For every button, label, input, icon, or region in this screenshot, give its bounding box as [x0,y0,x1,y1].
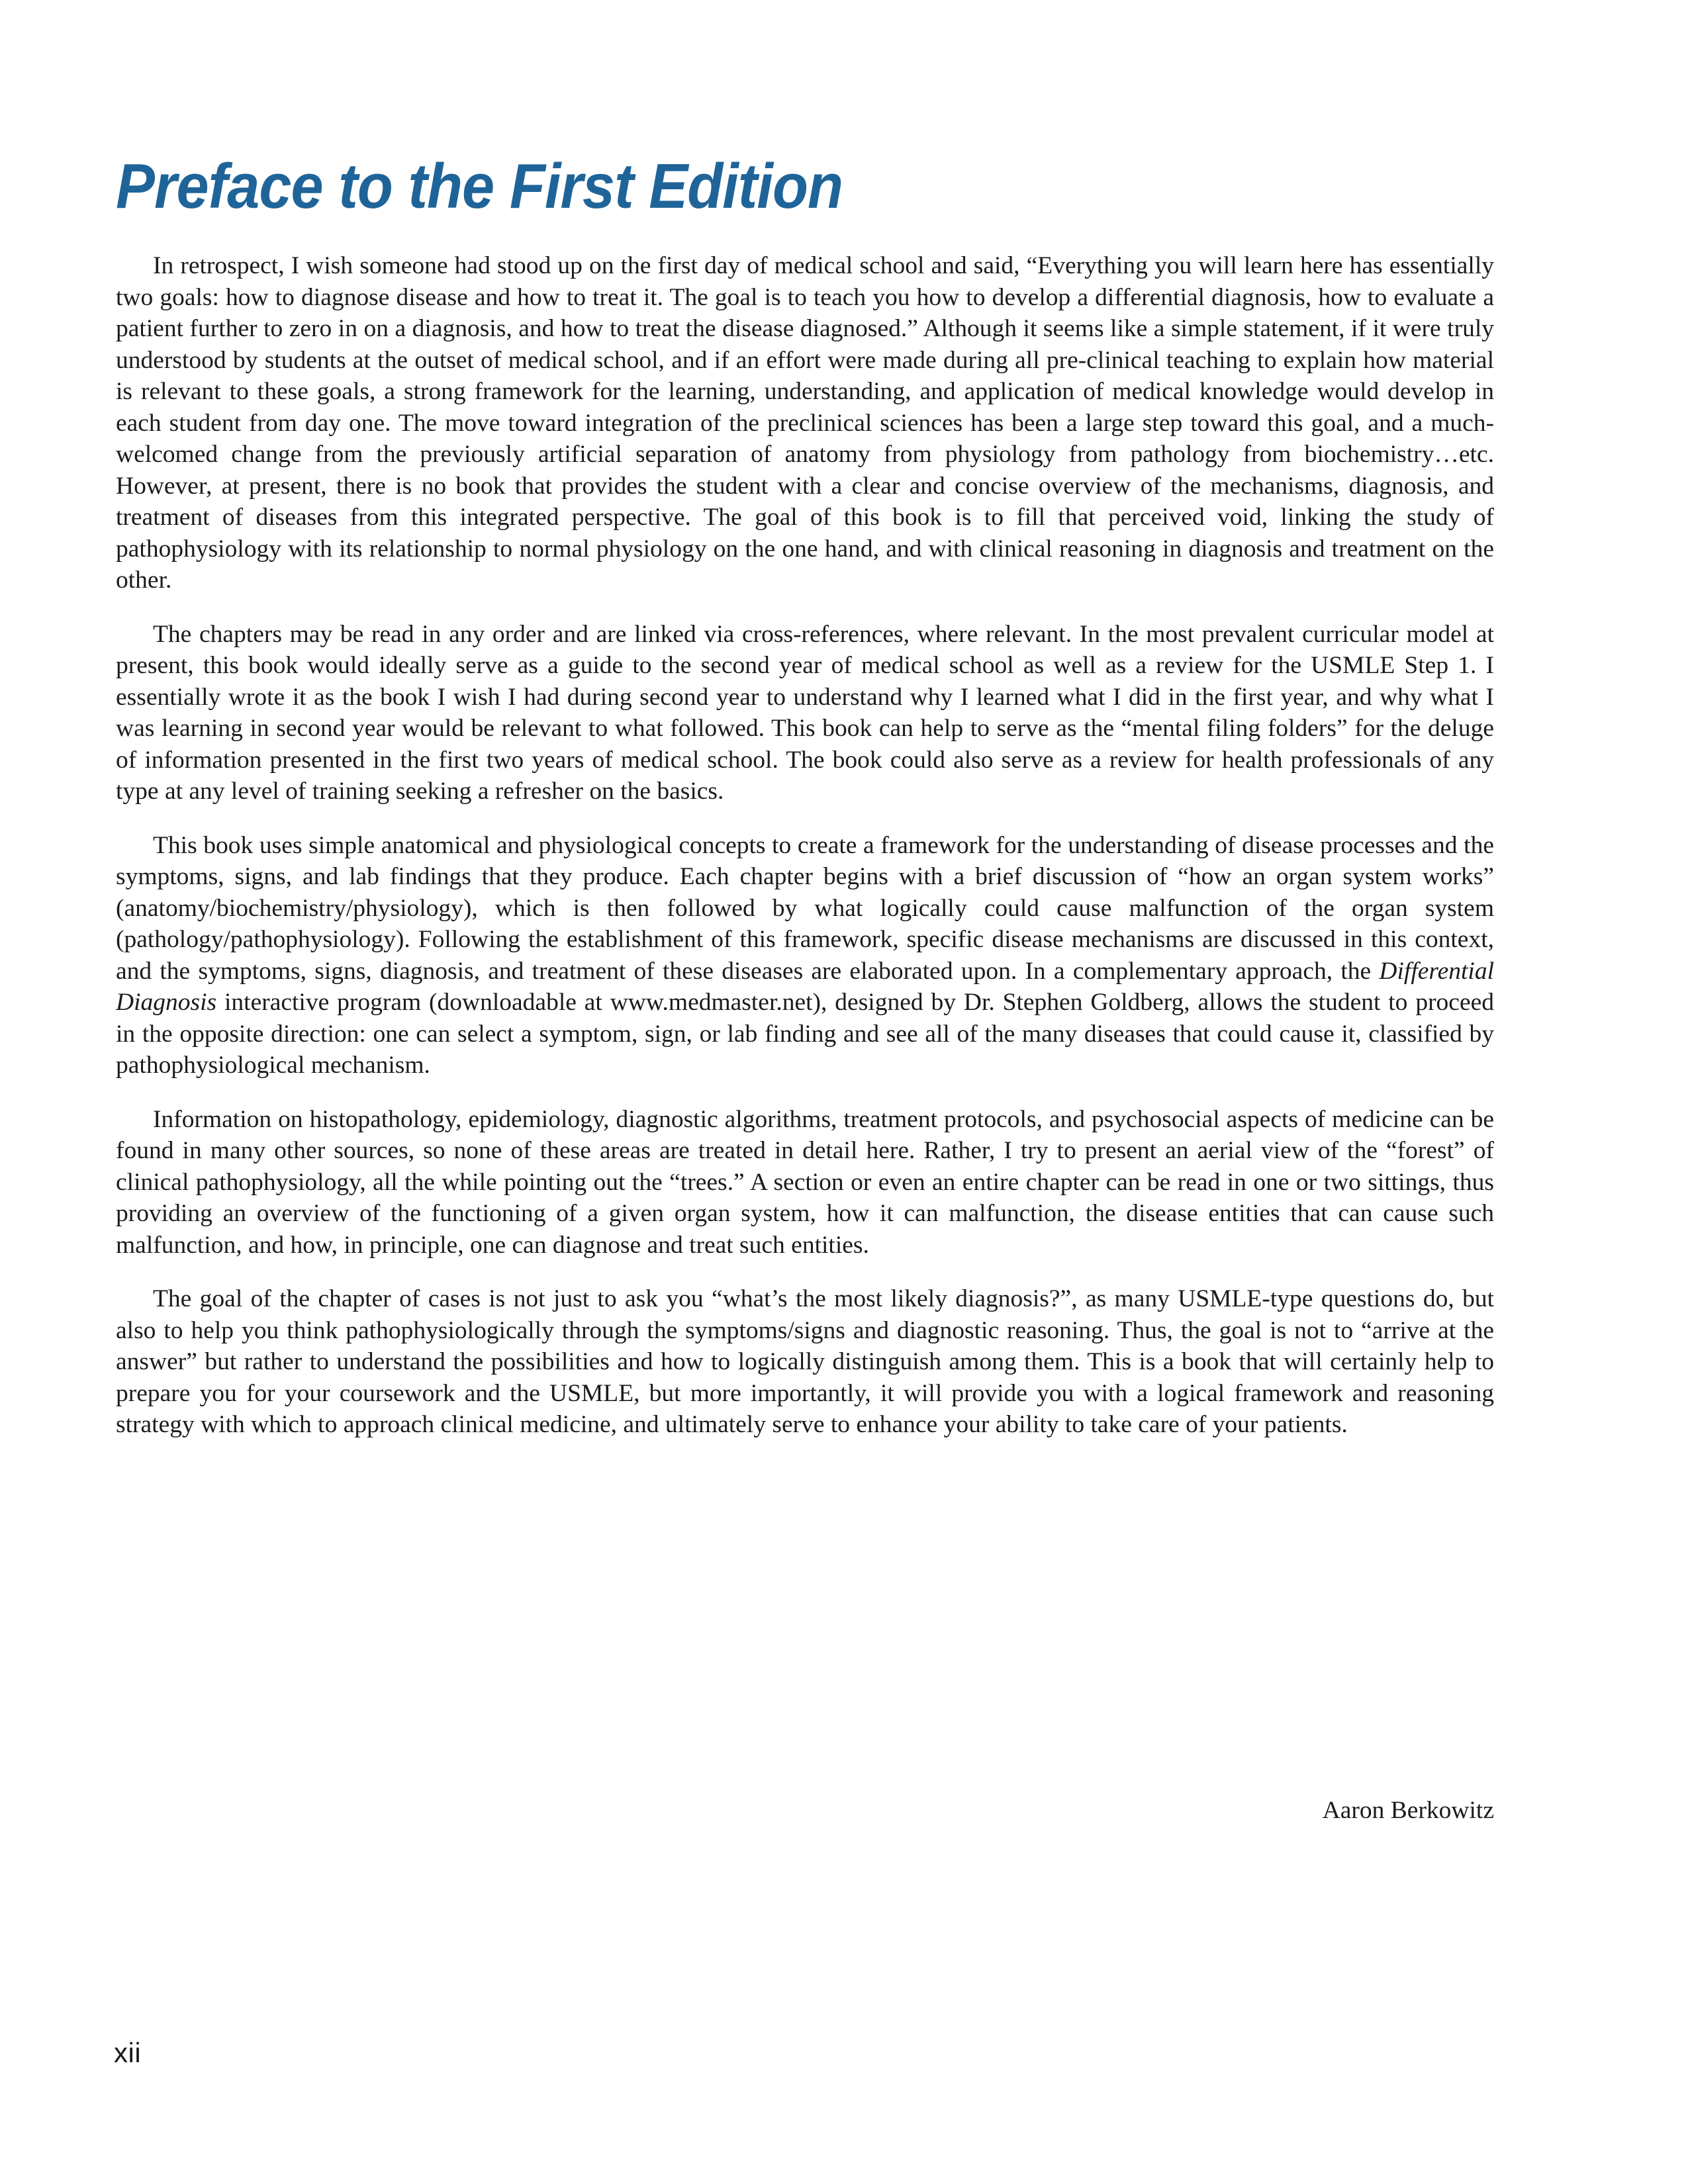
paragraph-3-text-part-2: interactive program (downloadable at www.medmaster.net), designed by Dr. Stephen Goldberg, allows the student to proceed in the opposite direction: one can select a symptom, sign, or lab finding and see all of the many diseases that could cause it, classified by pathophysiological mechanism. [116,989,1494,1079]
paragraph-2-text: The chapters may be read in any order and are linked via cross-references, where relevant. In the most prevalent curricular model at present, this book would ideally serve as a guide to the second year of medical school as well as a review for the USMLE Step 1. I essentially wrote it as the book I wish I had during second year to understand why I learned what I did in the first year, and why what I was learning in second year would be relevant to what followed. This book can help to serve as the “mental filing folders” for the deluge of information presented in the first two years of medical school. The book could also serve as a review for health professionals of any type at any level of training seeking a refresher on the basics. [116,620,1494,805]
author-signature: Aaron Berkowitz [1322,1797,1494,1824]
paragraph-5 [116,1283,1494,1441]
paragraph-4 [116,1104,1494,1261]
paragraph-5-text: The goal of the chapter of cases is not just to ask you “what’s the most likely diagnosis?”, as many USMLE-type questions do, but also to help you think pathophysiologically through the symptoms/signs and diagnostic reasoning. Thus, the goal is not to “arrive at the answer” but rather to understand the possibilities and how to logically distinguish among them. This is a book that will certainly help to prepare you for your coursework and the USMLE, but more importantly, it will provide you with a logical framework and reasoning strategy with which to approach clinical medicine, and ultimately serve to enhance your ability to take care of your patients. [116,1285,1494,1438]
paragraph-3-text-part-1: This book uses simple anatomical and physiological concepts to create a framework for the understanding of disease processes and the symptoms, signs, and lab findings that they produce. Each chapter begins with a brief discussion of “how an organ system works” (anatomy/biochemistry/physiology), which is then followed by what logically could cause malfunction of the organ system (pathology/pathophysiology). Following the establishment of this framework, specific disease mechanisms are discussed in this context, and the symptoms, signs, diagnosis, and treatment of these diseases are elaborated upon. In a complementary approach, the [116,831,1494,985]
paragraph-3 [116,830,1494,1081]
page-number: xii [114,2037,142,2068]
paragraph-1-text: In retrospect, I wish someone had stood up on the first day of medical school and said, “Everything you will learn here has essentially two goals: how to diagnose disease and how to treat it. The goal is to teach you how to develop a differential diagnosis, how to evaluate a patient further to zero in on a diagnosis, and how to treat the disease diagnosed.” Although it seems like a simple statement, if it were truly understood by students at the outset of medical school, and if an effort were made during all pre-clinical teaching to explain how material is relevant to these goals, a strong framework for the learning, understanding, and application of medical knowledge would develop in each student from day one. The move toward integration of the preclinical sciences has been a large step toward this goal, and a much-welcomed change from the previously artificial separation of anatomy from physiology from pathology from biochemistry…etc. However, at present, there is no book that provides the student with a clear and concise overview of the mechanisms, diagnosis, and treatment of diseases from this integrated perspective. The goal of this book is to fill that perceived void, linking the study of pathophysiology with its relationship to normal physiology on the one hand, and with clinical reasoning in diagnosis and treatment on the other. [116,252,1494,594]
paragraph-4-text: Information on histopathology, epidemiology, diagnostic algorithms, treatment protocols, and psychosocial aspects of medicine can be found in many other sources, so none of these areas are treated in detail here. Rather, I try to present an aerial view of the “forest” of clinical pathophysiology, all the while pointing out the “trees.” A section or even an entire chapter can be read in one or two sittings, thus providing an overview of the functioning of a given organ system, how it can malfunction, the disease entities that can cause such malfunction, and how, in principle, one can diagnose and treat such entities. [116,1105,1494,1259]
preface-body [116,250,1494,1441]
paragraph-1 [116,250,1494,596]
paragraph-2 [116,619,1494,807]
page-title: Preface to the First Edition [116,151,843,222]
program-title-differential-diagnosis: Differential Diagnosis [116,957,1494,1016]
